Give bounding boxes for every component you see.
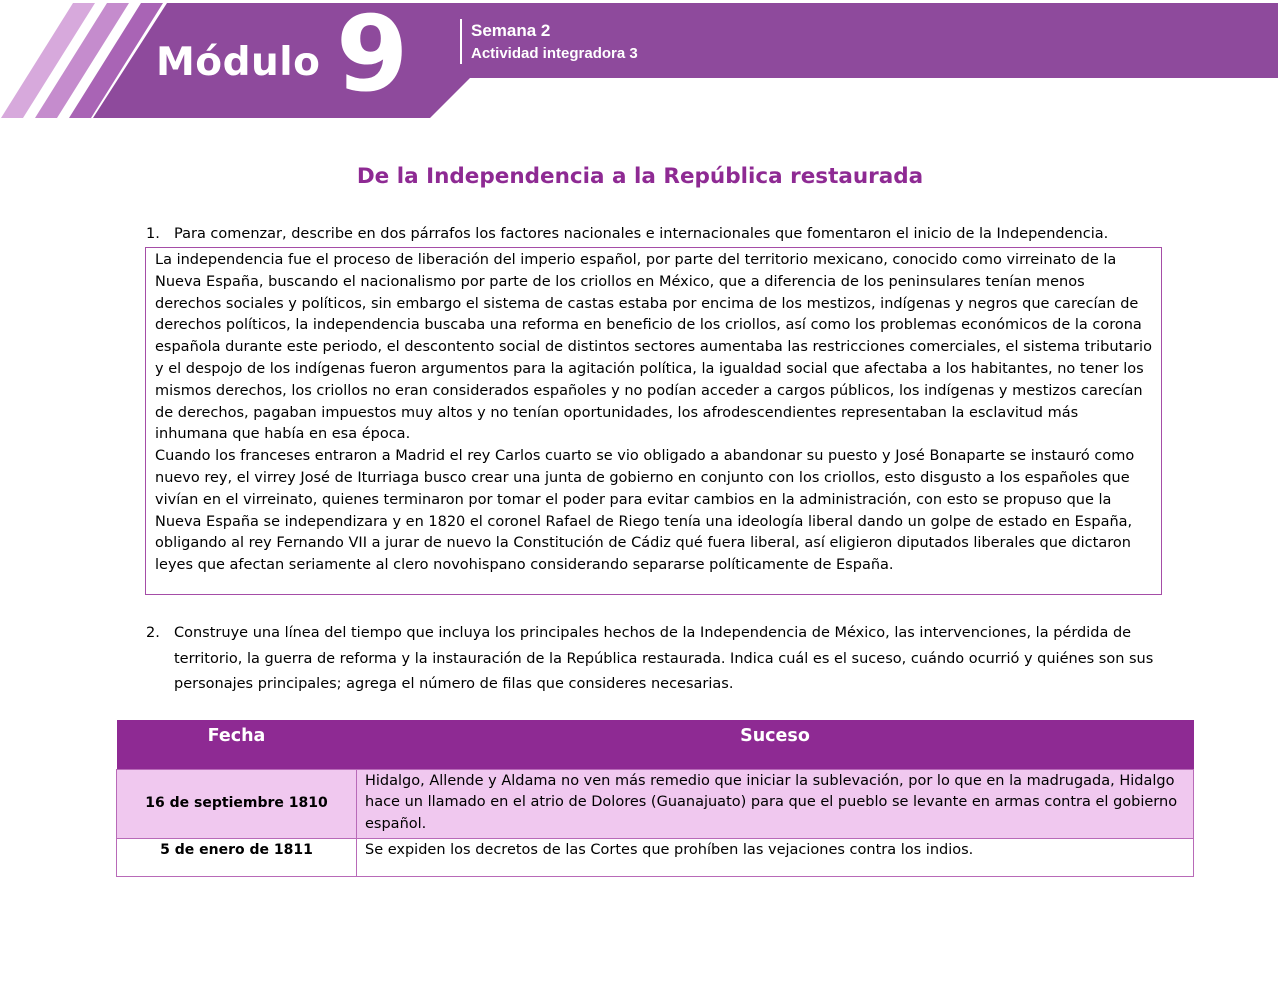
question-2-number: 2.: [146, 625, 160, 641]
question-1-number: 1.: [146, 226, 160, 242]
question-2-text: Construye una línea del tiempo que incluya los principales hechos de la Independencia de México, las intervenciones, la pérdida de territorio, la guerra de reforma y la instauración de la República restaurada. Indica cuál es el suceso, cuándo ocurrió y quiénes son sus personajes principales; agrega el número de filas que consideres necesarias.: [174, 625, 1154, 692]
question-2: [146, 621, 1156, 698]
answer-box: [145, 247, 1162, 595]
timeline-table: [116, 720, 1194, 877]
activity-label: Actividad integradora 3: [471, 45, 638, 62]
question-1-text: Para comenzar, describe en dos párrafos los factores nacionales e internacionales que fomentaron el inicio de la Independencia.: [174, 226, 1109, 242]
row-event: Se expiden los decretos de las Cortes que prohíben las vejaciones contra los indios.: [357, 838, 1194, 876]
event-column-header: Suceso: [357, 720, 1194, 769]
table-row: [117, 769, 1194, 838]
answer-paragraph-1: La independencia fue el proceso de liberación del imperio español, por parte del territorio mexicano, conocido como virreinato de la Nueva España, buscando el nacionalismo por parte de los criollos en México, que a diferencia de los peninsulares tenían menos derechos sociales y políticos, sin embargo el sistema de castas estaba por encima de los mestizos, indígenas y negros que carecían de derechos políticos, la independencia buscaba una reforma en beneficio de los criollos, así como los problemas económicos de la corona española durante este periodo, el descontento social de distintos sectores aumentaba las restricciones comerciales, el sistema tributario y el despojo de los indígenas fueron argumentos para la agitación política, la igualdad social que afectaba a los habitantes, no tener los mismos derechos, los criollos no eran considerados españoles y no podían acceder a cargos públicos, los indígenas y mestizos carecían de derechos, pagaban impuestos muy altos y no tenían oportunidades, los afrodescendientes representaban la esclavitud más inhumana que había en esa época.: [155, 252, 1152, 443]
row-date: 5 de enero de 1811: [117, 838, 357, 876]
timeline-header-row: [117, 720, 1194, 769]
answer-paragraph-2: Cuando los franceses entraron a Madrid el rey Carlos cuarto se vio obligado a abandonar su puesto y José Bonaparte se instauró como nuevo rey, el virrey José de Iturriaga busco crear una junta de gobierno en conjunto con los criollos, esto disgusto a los españoles que vivían en el virreinato, quienes terminaron por tomar el poder para evitar cambios en la administración, con esto se propuso que la Nueva España se independizara y en 1820 el coronel Rafael de Riego tenía una ideología liberal dando un golpe de estado en España, obligando al rey Fernando VII a jurar de nuevo la Constitución de Cádiz qué fuera liberal, así eligieron diputados liberales que dictaron leyes que afectan seriamente al clero novohispano considerando separarse políticamente de España.: [155, 448, 1135, 574]
week-label: Semana 2: [471, 21, 551, 40]
header-banner: [0, 0, 1280, 125]
question-1: [146, 222, 1166, 247]
module-number: 9: [336, 0, 409, 115]
table-row: [117, 838, 1194, 876]
row-event: Hidalgo, Allende y Aldama no ven más remedio que iniciar la sublevación, por lo que en la madrugada, Hidalgo hace un llamado en el atrio de Dolores (Guanajuato) para que el pueblo se levante en armas contra el gobierno español.: [357, 769, 1194, 838]
header-divider: [460, 19, 462, 64]
date-column-header: Fecha: [117, 720, 357, 769]
module-label: Módulo: [156, 40, 321, 85]
document-title: De la Independencia a la República restaurada: [356, 164, 924, 189]
row-date: 16 de septiembre 1810: [117, 769, 357, 838]
